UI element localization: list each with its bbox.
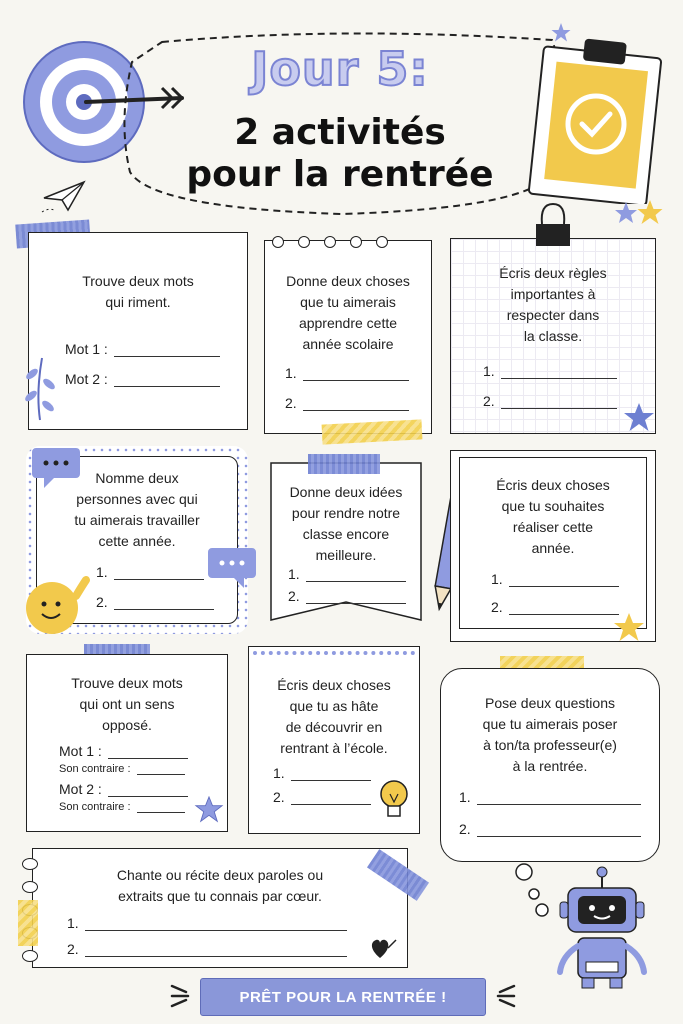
- speech-bubble-icon: [30, 444, 82, 490]
- answer-row[interactable]: 1.: [96, 564, 204, 580]
- card-prompt: Donne deux choses que tu aimerais apprendre cette année scolaire: [286, 273, 410, 352]
- activity-card-song: [32, 848, 408, 968]
- activity-card-ideas: [270, 462, 422, 622]
- activity-card-learn: [264, 240, 432, 434]
- answer-row[interactable]: Son contraire :: [59, 801, 185, 813]
- activity-card-questions: [440, 668, 660, 862]
- paper-plane-icon: [40, 176, 90, 216]
- tape: [322, 419, 423, 444]
- card-prompt: Chante ou récite deux paroles ou extraits que tu connais par cœur.: [116, 867, 324, 904]
- page-title: 2 activités pour la rentrée: [186, 112, 494, 195]
- star-icon: [610, 198, 670, 230]
- robot-icon: [548, 866, 658, 990]
- answer-row[interactable]: 1.: [483, 363, 617, 379]
- answer-row[interactable]: 2.: [491, 599, 619, 615]
- heart-icon: [368, 934, 398, 962]
- answer-row[interactable]: 1.: [459, 789, 641, 805]
- answer-row[interactable]: Son contraire :: [59, 763, 185, 775]
- card-prompt: Trouve deux mots qui ont un sens opposé.: [71, 675, 183, 733]
- answer-row[interactable]: 2.: [459, 821, 641, 837]
- card-prompt: Donne deux idées pour rendre notre classe encore meilleure.: [289, 484, 403, 563]
- answer-row[interactable]: 1.: [285, 365, 409, 381]
- star-icon: [622, 402, 656, 434]
- answer-row[interactable]: Mot 2 :: [65, 371, 220, 387]
- card-prompt: Écris deux choses que tu as hâte de découvrir en rentrant à l’école.: [277, 677, 391, 756]
- answer-row[interactable]: Mot 2 :: [59, 781, 188, 797]
- answer-row[interactable]: 2.: [288, 588, 406, 604]
- answer-row[interactable]: 1.: [288, 566, 406, 582]
- star-icon: [550, 22, 572, 44]
- answer-row[interactable]: 2.: [273, 789, 371, 805]
- notebook-rings: [272, 236, 392, 250]
- answer-row[interactable]: 1.: [273, 765, 371, 781]
- answer-row[interactable]: 1.: [67, 915, 347, 931]
- answer-row[interactable]: Mot 1 :: [59, 743, 188, 759]
- answer-row[interactable]: 1.: [491, 571, 619, 587]
- activity-card-rhymes: [28, 232, 248, 430]
- smiley-icon: [22, 574, 92, 636]
- clipboard-icon: [528, 36, 668, 204]
- card-prompt: Écris deux choses que tu souhaites réaliser cette année.: [496, 477, 610, 556]
- leaf-icon: [22, 352, 58, 422]
- lightbulb-icon: [376, 778, 412, 824]
- tape: [18, 900, 38, 946]
- card-prompt: Écris deux règles importantes à respecter dans la classe.: [499, 265, 607, 344]
- answer-row[interactable]: 2.: [96, 594, 214, 610]
- star-icon: [194, 796, 224, 824]
- spark-lines-icon: [168, 980, 198, 1012]
- card-prompt: Pose deux questions que tu aimerais poser à ton/ta professeur(e) à la rentrée.: [482, 695, 618, 774]
- speech-bubble-icon: [206, 544, 258, 590]
- card-prompt: Trouve deux mots qui riment.: [82, 273, 194, 310]
- answer-row[interactable]: 2.: [483, 393, 617, 409]
- spark-lines-icon: [488, 980, 518, 1012]
- star-icon: [612, 612, 646, 644]
- page-title-day: Jour 5:: [251, 42, 429, 96]
- dotted-border: [253, 651, 415, 659]
- footer-banner: PRÊT POUR LA RENTRÉE !: [200, 978, 486, 1016]
- answer-row[interactable]: Mot 1 :: [65, 341, 220, 357]
- answer-row[interactable]: 2.: [285, 395, 409, 411]
- answer-row[interactable]: 2.: [67, 941, 347, 957]
- binder-clip-icon: [532, 200, 574, 250]
- card-prompt: Nomme deux personnes avec qui tu aimerais travailler cette année.: [74, 470, 200, 549]
